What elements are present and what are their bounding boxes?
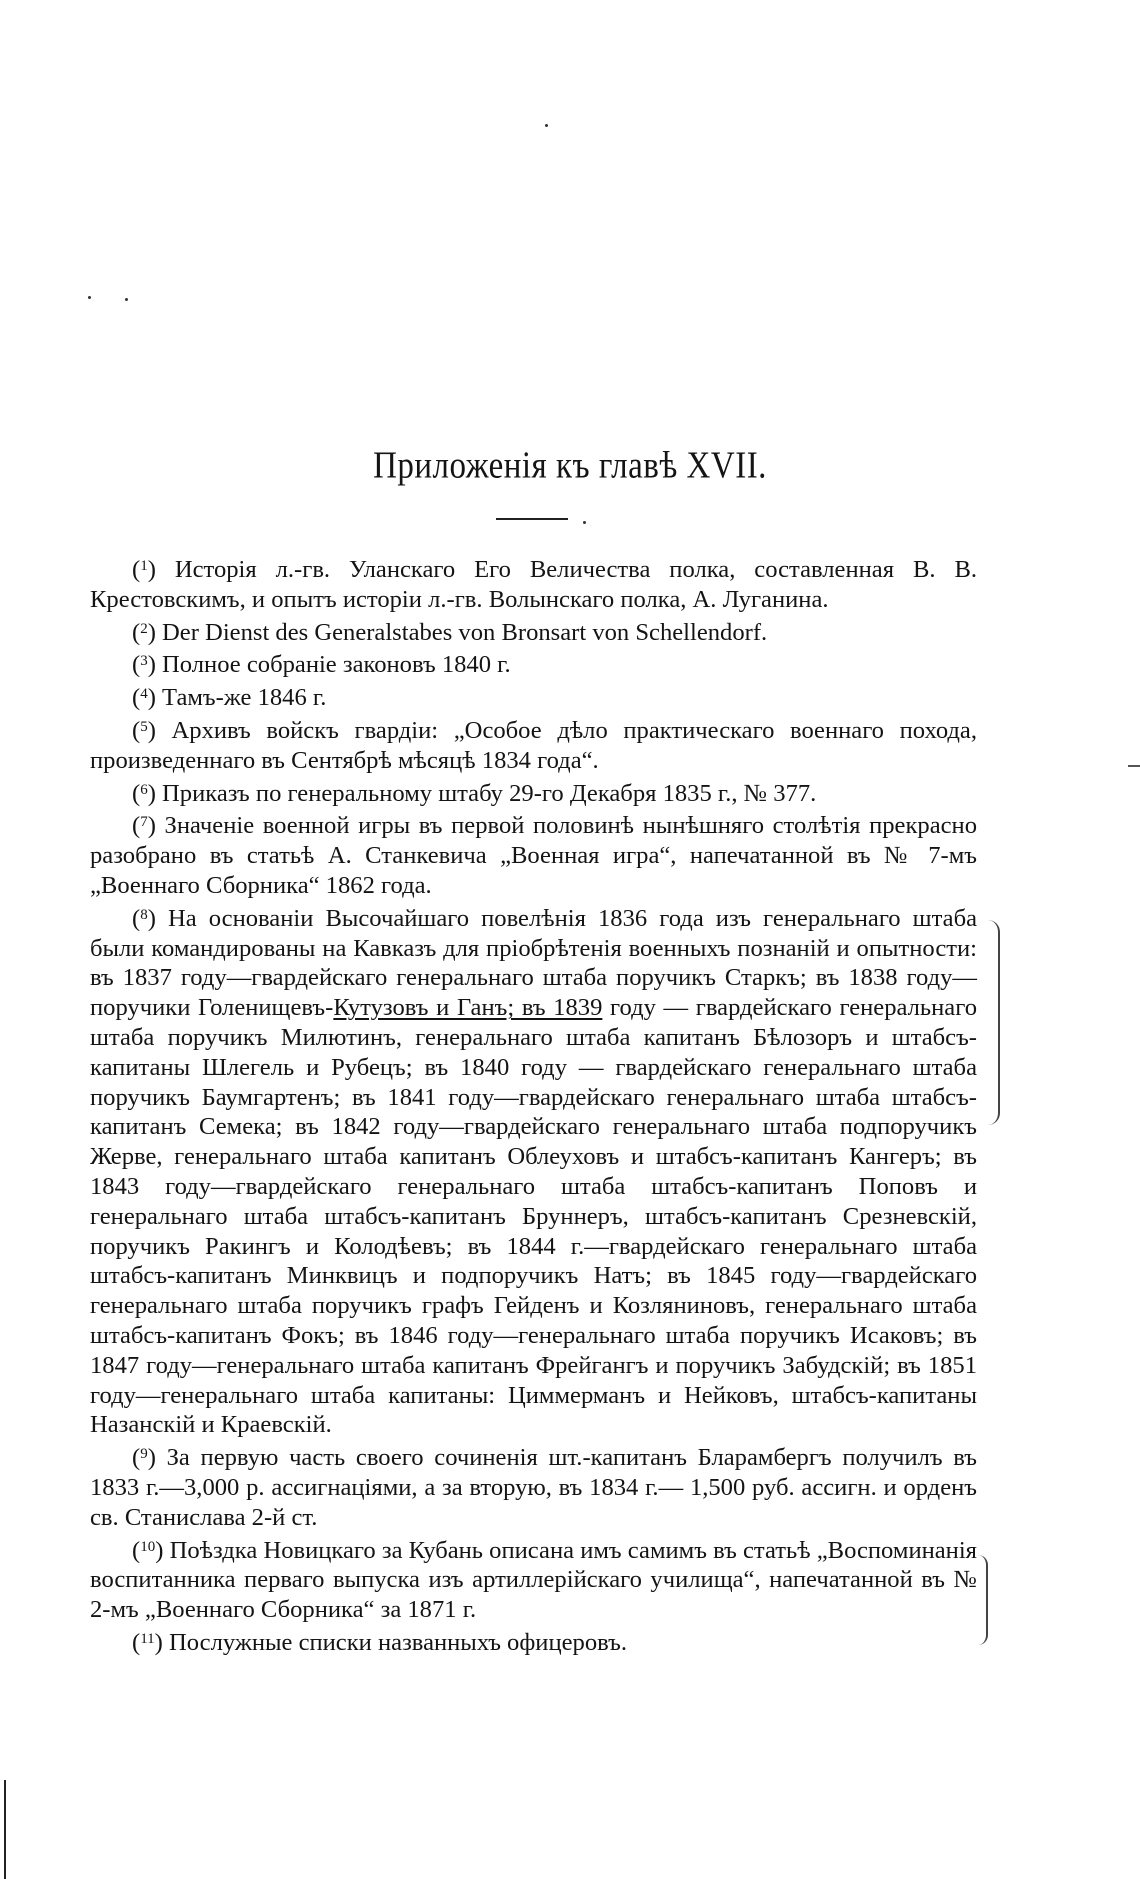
underlined-text: Кутузовъ и Ганъ; въ 1839 — [333, 994, 603, 1022]
note-5: ($^5$) Архивъ войскъ гвардіи: „Особое дѣло практическаго военнаго похода, произведеннаго въ Сентябрѣ мѣсяцѣ 1834 года“. — [90, 716, 977, 774]
note-3: ($^3$) Полное собраніе законовъ 1840 г. — [132, 651, 511, 679]
note-text-after: году — гвардейскаго генеральнаго штаба поручикъ Милютинъ, генеральнаго штаба капитанъ Бѣлозоръ и штабсъ-капитаны Шлегель и Рубецъ; въ 1840 году — гвардейскаго генеральнаго штаба поручикъ Баумгартенъ; въ 1841 году—гвардейскаго генеральнаго штаба штабсъ-капитанъ Семека; въ 1842 году—гвардейскаго генеральнаго штаба подпоручикъ Жерве, генеральнаго штаба капитанъ Облеуховъ и штабсъ-капитанъ Кангеръ; въ 1843 году—гвардейскаго генеральнаго штаба штабсъ-капитанъ Поповъ и генеральнаго штаба штабсъ-капитанъ Бруннеръ, штабсъ-капитанъ Срезневскій, поручикъ Ракингъ и Колодѣевъ; въ 1844 г.—гвардейскаго генеральнаго штаба штабсъ-капитанъ Минквицъ и подпоручикъ Натъ; въ 1845 году—гвардейскаго генеральнаго штаба поручикъ графъ Гейденъ и Козляниновъ, генеральнаго штаба штабсъ-капитанъ Фокъ; въ 1846 году—генеральнаго штаба поручикъ Исаковъ; въ 1847 году—генеральнаго штаба капитанъ Фрейгангъ и поручикъ Забудскій; въ 1851 году—генеральнаго штаба капитаны: Циммерманъ и Нейковъ, штабсъ-капитаны Назанскій и Краевскій. — [90, 994, 977, 1439]
scan-speck — [88, 296, 91, 299]
note-text: Архивъ войскъ гвардіи: „Особое дѣло практическаго военнаго похода, произведеннаго въ Сентябрѣ мѣсяцѣ 1834 года“. — [90, 716, 977, 774]
note-text: За первую часть своего сочиненія шт.-капитанъ Бларамбергъ получилъ въ 1833 г.—3,000 р. ассигнаціями, а за вторую, въ 1834 г.— 1,500 руб. ассигн. и орденъ св. Станислава 2-й ст. — [90, 1444, 977, 1531]
note-number: 11 — [140, 1630, 155, 1647]
note-number: 7 — [140, 814, 148, 831]
page-title: Приложенія къ главѣ XVII. — [373, 445, 767, 487]
note-9: ($^9$) За первую часть своего сочиненія шт.-капитанъ Бларамбергъ получилъ въ 1833 г.—3,000 р. ассигнаціями, а за вторую, въ 1834 г.— 1,500 руб. ассигн. и орденъ св. Станислава 2-й ст. — [90, 1444, 977, 1531]
note-2: ($^2$) Der Dienst des Generalstabes von Bronsart von Schellendorf. — [132, 618, 768, 646]
note-10: ($^{10}$) Поѣздка Новицкаго за Кубань описана имъ самимъ въ статьѣ „Воспоминанія воспитанника перваго выпуска изъ артиллерійскаго училища“, напечатанной въ № 2-мъ „Военнаго Сборника“ за 1871 г. — [90, 1536, 977, 1624]
note-11: ($^{11}$) Послужные списки названныхъ офицеровъ. — [132, 1628, 627, 1656]
note-8: ($^8$) На основаніи Высочайшаго повелѣнія 1836 года изъ генеральнаго штаба были командированы на Кавказъ для пріобрѣтенія военныхъ познаній и опытности: въ 1837 году—гвардейскаго генеральнаго штаба поручикъ Старкъ; въ 1838 году—поручики Голенищевъ-Кутузовъ и Ганъ; въ 1839 году — гвардейскаго генеральнаго штаба поручикъ Милютинъ, генеральнаго штаба капитанъ Бѣлозоръ и штабсъ-капитаны Шлегель и Рубецъ; въ 1840 году — гвардейскаго генеральнаго штаба поручикъ Баумгартенъ; въ 1841 году—гвардейскаго генеральнаго штаба штабсъ-капитанъ Семека; въ 1842 году—гвардейскаго генеральнаго штаба подпоручикъ Жерве, генеральнаго штаба капитанъ Облеуховъ и штабсъ-капитанъ Кангеръ; въ 1843 году—гвардейскаго генеральнаго штаба штабсъ-капитанъ Поповъ и генеральнаго штаба штабсъ-капитанъ Бруннеръ, штабсъ-капитанъ Срезневскій, поручикъ Ракингъ и Колодѣевъ; въ 1844 г.—гвардейскаго генеральнаго штаба штабсъ-капитанъ Минквицъ и подпоручикъ Натъ; въ 1845 году—гвардейскаго генеральнаго штаба поручикъ графъ Гейденъ и Козляниновъ, генеральнаго штаба штабсъ-капитанъ Фокъ; въ 1846 году—генеральнаго штаба поручикъ Исаковъ; въ 1847 году—генеральнаго штаба капитанъ Фрейгангъ и поручикъ Забудскій; въ 1851 году—генеральнаго штаба капитаны: Циммерманъ и Нейковъ, штабсъ-капитаны Назанскій и Краевскій. — [90, 904, 977, 1439]
note-number: 3 — [140, 653, 148, 670]
note-text: Поѣздка Новицкаго за Кубань описана имъ самимъ въ статьѣ „Воспоминанія воспитанника перваго выпуска изъ артиллерійскаго училища“, напечатанной въ № 2-мъ „Военнаго Сборника“ за 1871 г. — [90, 1536, 977, 1624]
note-text: Полное собраніе законовъ 1840 г. — [162, 651, 511, 679]
scan-edge-line — [4, 1780, 6, 1879]
note-text: Исторія л.-гв. Уланскаго Его Величества полка, составленная В. В. Крестовскимъ, и опытъ исторіи л.-гв. Волынскаго полка, А. Луганина. — [90, 556, 978, 613]
note-number: 9 — [140, 1446, 148, 1463]
note-text: Приказъ по генеральному штабу 29-го Декабря 1835 г., № 377. — [162, 779, 817, 807]
note-text-before: На основаніи Высочайшаго повелѣнія 1836 года изъ генеральнаго штаба были командированы на Кавказъ для пріобрѣтенія военныхъ познаній и опытности: въ 1837 году—гвардейскаго генеральнаго штаба поручикъ Старкъ; въ 1838 году—поручики Голенищевъ- — [90, 904, 977, 1022]
note-number: 8 — [140, 906, 148, 923]
scan-speck — [545, 124, 548, 127]
note-number: 10 — [140, 1538, 156, 1555]
note-number: 6 — [140, 781, 148, 798]
note-number: 4 — [140, 686, 148, 703]
note-4: ($^4$) Тамъ-же 1846 г. — [132, 684, 327, 712]
margin-bracket — [986, 920, 1000, 1125]
notes-list — [90, 552, 977, 1658]
note-number: 2 — [140, 620, 148, 637]
note-6: ($^6$) Приказъ по генеральному штабу 29-го Декабря 1835 г., № 377. — [132, 779, 817, 807]
note-text: Послужные списки названныхъ офицеровъ. — [169, 1628, 627, 1656]
scan-speck — [583, 521, 586, 524]
margin-bracket — [978, 1555, 988, 1645]
note-text: Тамъ-же 1846 г. — [162, 684, 327, 712]
note-number: 1 — [140, 558, 148, 574]
note-text: Значеніе военной игры въ первой половинѣ нынѣшняго столѣтія прекрасно разобрано въ статьѣ А. Станкевича „Военная игра“, напечатанной въ № 7-мъ „Военнаго Сборника“ 1862 года. — [90, 812, 977, 899]
margin-mark — [1128, 765, 1140, 767]
title-rule — [496, 518, 568, 520]
scan-speck — [125, 298, 128, 301]
note-7: ($^7$) Значеніе военной игры въ первой половинѣ нынѣшняго столѣтія прекрасно разобрано въ статьѣ А. Станкевича „Военная игра“, напечатанной въ № 7-мъ „Военнаго Сборника“ 1862 года. — [90, 812, 977, 899]
note-1: ($^1$) Исторія л.-гв. Уланскаго Его Величества полка, составленная В. В. Крестовскимъ, и опытъ исторіи л.-гв. Волынскаго полка, А. Луганина. — [90, 556, 978, 613]
note-text: Der Dienst des Generalstabes von Bronsart von Schellendorf. — [162, 618, 768, 646]
note-number: 5 — [140, 718, 148, 735]
